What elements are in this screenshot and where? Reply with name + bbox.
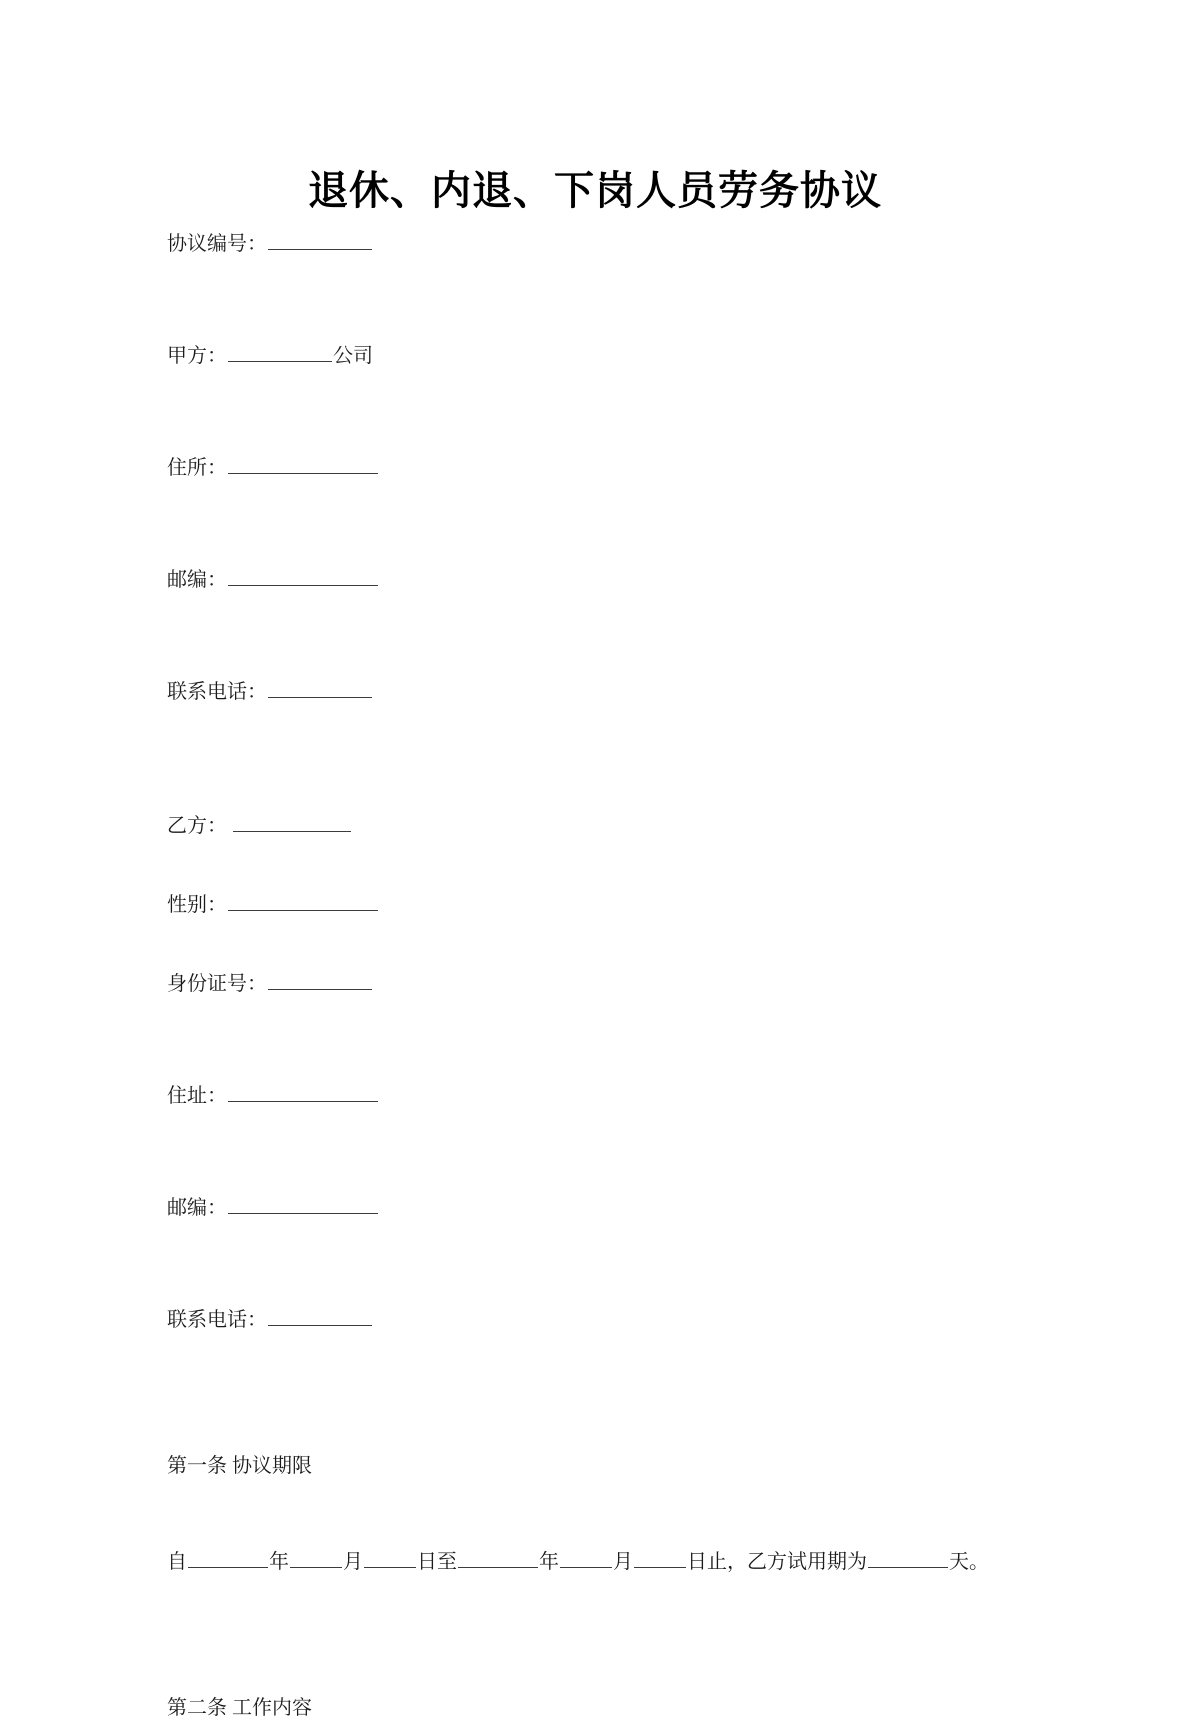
spacer	[167, 994, 1067, 1080]
clause-1-start-year-blank[interactable]	[188, 1546, 268, 1568]
field-party-b-phone-label: 联系电话：	[167, 1309, 267, 1331]
spacer	[167, 1476, 1067, 1546]
spacer	[167, 702, 1067, 810]
field-party-a-postcode-label: 邮编：	[167, 569, 227, 591]
clause-1-part-month: 月	[343, 1551, 363, 1573]
field-party-b-id-label: 身份证号：	[167, 973, 267, 995]
field-party-b-id-blank[interactable]	[268, 968, 372, 990]
spacer	[167, 366, 1067, 452]
field-party-b-postcode	[167, 1192, 1067, 1218]
field-party-b-address	[167, 1080, 1067, 1106]
spacer	[167, 1330, 1067, 1456]
field-party-b	[167, 810, 1067, 836]
page-title: 退休、内退、下岗人员劳务协议	[308, 168, 882, 213]
document-body	[167, 228, 1067, 1718]
clause-1-part-year: 年	[269, 1551, 289, 1573]
field-party-b-label: 乙方：	[167, 815, 227, 837]
clause-1-probation-days-blank[interactable]	[868, 1546, 948, 1568]
clause-1-part-month2: 月	[613, 1551, 633, 1573]
field-party-b-phone	[167, 1304, 1067, 1330]
field-party-b-postcode-label: 邮编：	[167, 1197, 227, 1219]
spacer	[167, 1106, 1067, 1192]
clause-1-end-year-blank[interactable]	[458, 1546, 538, 1568]
clause-heading-1: 第一条 协议期限	[167, 1455, 312, 1477]
field-party-b-address-blank[interactable]	[228, 1080, 378, 1102]
field-agreement-no-label: 协议编号：	[167, 233, 267, 255]
field-party-b-id	[167, 968, 1067, 994]
clause-1-part-to: 日至	[417, 1551, 457, 1573]
spacer	[167, 590, 1067, 676]
spacer	[167, 254, 1067, 340]
field-party-a-phone-label: 联系电话：	[167, 681, 267, 703]
field-party-a	[167, 340, 1067, 366]
spacer	[167, 478, 1067, 564]
spacer	[167, 836, 1067, 889]
clause-1-end-month-blank[interactable]	[560, 1546, 612, 1568]
field-party-a-postcode	[167, 564, 1067, 590]
field-party-a-blank[interactable]	[228, 340, 332, 362]
spacer	[167, 1218, 1067, 1304]
clause-1-start-month-blank[interactable]	[290, 1546, 342, 1568]
field-party-b-address-label: 住址：	[167, 1085, 227, 1107]
field-party-b-gender-label: 性别：	[167, 894, 227, 916]
spacer	[167, 1572, 1067, 1698]
clause-1-part-year2: 年	[539, 1551, 559, 1573]
field-party-a-suffix: 公司	[333, 345, 373, 367]
field-party-b-postcode-blank[interactable]	[228, 1192, 378, 1214]
clause-1-end-day-blank[interactable]	[634, 1546, 686, 1568]
clause-heading-2: 第二条 工作内容	[167, 1697, 312, 1719]
field-agreement-no	[167, 228, 1067, 254]
clause-1-part-days: 天。	[949, 1551, 989, 1573]
field-party-a-phone	[167, 676, 1067, 702]
field-party-b-phone-blank[interactable]	[268, 1304, 372, 1326]
field-party-b-blank[interactable]	[233, 810, 351, 832]
clause-1-part-probation: 日止，乙方试用期为	[687, 1551, 867, 1573]
field-party-a-address-label: 住所：	[167, 457, 227, 479]
field-party-a-address	[167, 452, 1067, 478]
field-party-a-postcode-blank[interactable]	[228, 564, 378, 586]
clause-1-start-day-blank[interactable]	[364, 1546, 416, 1568]
field-party-b-gender	[167, 889, 1067, 915]
field-agreement-no-blank[interactable]	[268, 228, 372, 250]
clause-1-part-from: 自	[167, 1551, 187, 1573]
field-party-a-phone-blank[interactable]	[268, 676, 372, 698]
spacer	[167, 915, 1067, 968]
field-party-a-address-blank[interactable]	[228, 452, 378, 474]
clause-body-1	[167, 1546, 1067, 1572]
field-party-a-label: 甲方：	[167, 345, 227, 367]
field-party-b-gender-blank[interactable]	[228, 889, 378, 911]
